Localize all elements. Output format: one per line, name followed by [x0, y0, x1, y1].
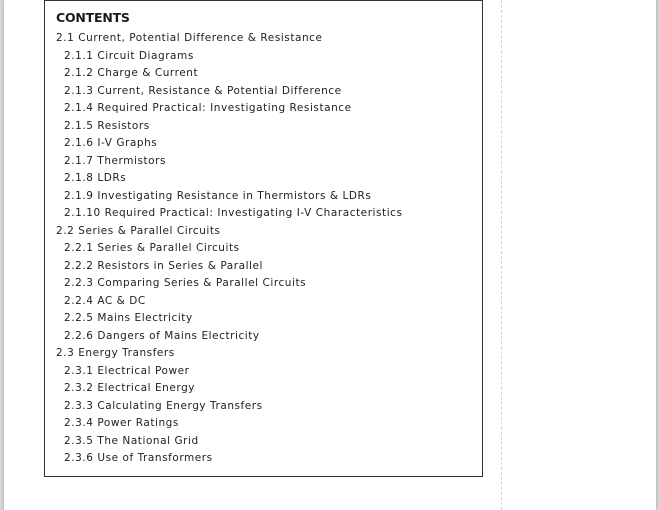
toc-subsection-link[interactable]: 2.3.1 Electrical Power — [64, 364, 190, 377]
toc-subsection-link[interactable]: 2.1.2 Charge & Current — [64, 67, 199, 79]
contents-title: CONTENTS — [56, 10, 130, 25]
margin-guide — [501, 0, 502, 510]
toc-subsection-link[interactable]: 2.2.5 Mains Electricity — [64, 312, 193, 324]
toc-subsection-link[interactable]: 2.1.9 Investigating Resistance in Thermistors & LDRs — [64, 189, 372, 202]
toc-subsection-link[interactable]: 2.1.6 I-V Graphs — [64, 137, 158, 149]
document-page — [4, 0, 656, 510]
contents-box — [44, 0, 483, 477]
toc-subsection-link[interactable]: 2.1.5 Resistors — [64, 119, 150, 132]
toc-subsection-link[interactable]: 2.2.2 Resistors in Series & Parallel — [64, 259, 263, 272]
toc-section-link[interactable]: 2.1 Current, Potential Difference & Resistance — [56, 32, 323, 44]
toc-subsection-link[interactable]: 2.1.10 Required Practical: Investigating I-V Characteristics — [64, 207, 403, 219]
toc-subsection-link[interactable]: 2.3.3 Calculating Energy Transfers — [64, 399, 263, 412]
toc-subsection-link[interactable]: 2.1.7 Thermistors — [64, 154, 167, 167]
toc-section-link[interactable]: 2.2 Series & Parallel Circuits — [56, 224, 221, 237]
toc-list — [56, 30, 403, 468]
toc-subsection-link[interactable]: 2.2.4 AC & DC — [64, 294, 146, 307]
toc-subsection-link[interactable]: 2.1.8 LDRs — [64, 172, 127, 184]
toc-section-link[interactable]: 2.3 Energy Transfers — [56, 347, 175, 359]
toc-subsection-link[interactable]: 2.2.3 Comparing Series & Parallel Circuits — [64, 277, 307, 289]
toc-subsection-link[interactable]: 2.1.1 Circuit Diagrams — [64, 49, 194, 62]
toc-subsection-link[interactable]: 2.3.4 Power Ratings — [64, 417, 179, 429]
toc-subsection-link[interactable]: 2.1.3 Current, Resistance & Potential Difference — [64, 84, 342, 97]
toc-subsection-link[interactable]: 2.3.6 Use of Transformers — [64, 452, 213, 464]
toc-subsection-link[interactable]: 2.3.5 The National Grid — [64, 434, 199, 447]
toc-subsection-link[interactable]: 2.1.4 Required Practical: Investigating Resistance — [64, 102, 352, 114]
toc-subsection-link[interactable]: 2.2.1 Series & Parallel Circuits — [64, 242, 240, 254]
toc-subsection-link[interactable]: 2.2.6 Dangers of Mains Electricity — [64, 329, 260, 342]
toc-subsection-link[interactable]: 2.3.2 Electrical Energy — [64, 382, 196, 394]
